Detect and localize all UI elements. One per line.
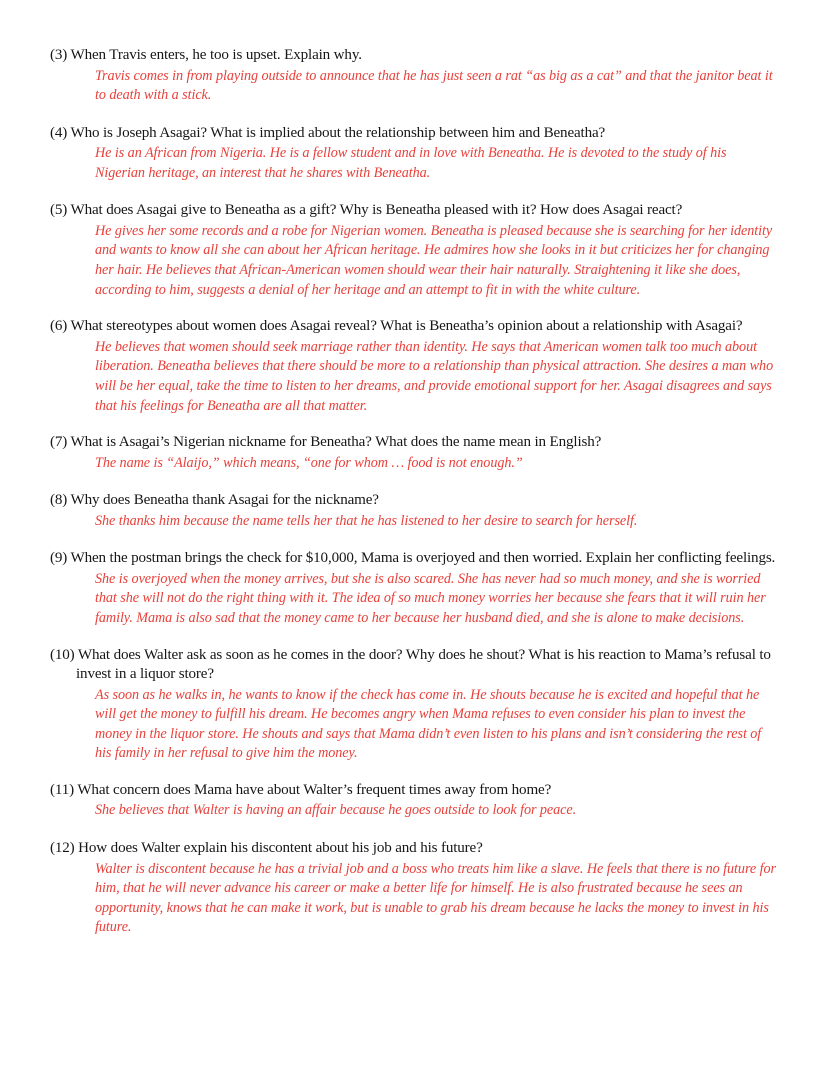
question-text-7: (7) What is Asagai’s Nigerian nickname for Beneatha? What does the name mean in English? [50, 434, 602, 451]
answer-text-12: Walter is discontent because he has a trivial job and a boss who treats him like a slave. He feels that there is no future for him, that he will never advance his career or make a better life for himself. He is also frustrated because he sees an opportunity, knows that he can make it work, but is unable to grab his dream because he lacks the money to invest in his future. [95, 860, 776, 936]
qa-block-8 [50, 491, 780, 531]
qa-block-6 [50, 317, 780, 416]
answer-text-10: As soon as he walks in, he wants to know if the check has come in. He shouts because he is excited and hopeful that he will get the money to fulfill his dream. He becomes angry when Mama refuses to even consider his plan to invest the money in the liquor store. He shouts and says that Mama didn’t even listen to his plans and isn’t considering the rest of his family in her refusal to give him the money. [95, 686, 762, 762]
answer-text-3: Travis comes in from playing outside to announce that he has just seen a rat “as big as a cat” and that the janitor beat it to death with a stick. [95, 67, 773, 104]
answer-text-4: He is an African from Nigeria. He is a fellow student and in love with Beneatha. He is devoted to the study of his Nigerian heritage, an interest that he shares with Beneatha. [95, 145, 727, 181]
answer-text-5: He gives her some records and a robe for Nigerian women. Beneatha is pleased because she is searching for her identity and wants to know all she can about her African heritage. He admires how she looks in it but criticizes her for changing her hair. He believes that African-American women should wear their hair naturally. Straightening it like she does, according to him, suggests a denial of her heritage and an attempt to fit in with the white culture. [95, 222, 773, 298]
answer-text-9: She is overjoyed when the money arrives, but she is also scared. She has never had so much money, and she is worried that she will not do the right thing with it. The idea of so much money worries her because she fears that it will ruin her family. Mama is also sad that the money came to her because her husband died, and she is alone to make decisions. [95, 570, 766, 626]
qa-block-5 [50, 201, 780, 300]
qa-block-10 [50, 646, 780, 764]
question-text-5: (5) What does Asagai give to Beneatha as a gift? Why is Beneatha pleased with it? How does Asagai react? [50, 202, 683, 219]
question-text-4: (4) Who is Joseph Asagai? What is implied about the relationship between him and Beneatha? [50, 124, 606, 141]
answer-text-7: The name is “Alaijo,” which means, “one for whom … food is not enough.” [95, 454, 523, 471]
qa-block-3 [50, 46, 780, 106]
question-text-8: (8) Why does Beneatha thank Asagai for the nickname? [50, 492, 379, 509]
question-text-12: (12) How does Walter explain his discontent about his job and his future? [50, 840, 483, 857]
question-text-10: (10) What does Walter ask as soon as he comes in the door? Why does he shout? What is his reaction to Mama’s refusal to invest in a liquor store? [50, 646, 771, 683]
question-text-3: (3) When Travis enters, he too is upset. Explain why. [50, 47, 362, 63]
qa-block-12 [50, 839, 780, 938]
answer-text-8: She thanks him because the name tells her that he has listened to her desire to search for herself. [95, 512, 638, 529]
question-text-9: (9) When the postman brings the check for $10,000, Mama is overjoyed and then worried. Explain her conflicting feelings. [50, 550, 776, 567]
qa-block-7 [50, 433, 780, 473]
question-text-6: (6) What stereotypes about women does Asagai reveal? What is Beneatha’s opinion about a relationship with Asagai? [50, 318, 743, 335]
question-text-11: (11) What concern does Mama have about Walter’s frequent times away from home? [50, 781, 552, 798]
answer-text-11: She believes that Walter is having an affair because he goes outside to look for peace. [95, 802, 577, 819]
qa-block-9 [50, 549, 780, 628]
question-answer-list [50, 46, 780, 938]
qa-block-4 [50, 124, 780, 184]
qa-block-11 [50, 781, 780, 821]
answer-text-6: He believes that women should seek marriage rather than identity. He says that American women talk too much about liberation. Beneatha believes that there should be more to a relationship than physical attraction. She desires a man who will be her equal, take the time to listen to her dreams, and provide emotional support for her. Asagai disagrees and says that his feelings for Beneatha are all that matter. [95, 338, 774, 414]
